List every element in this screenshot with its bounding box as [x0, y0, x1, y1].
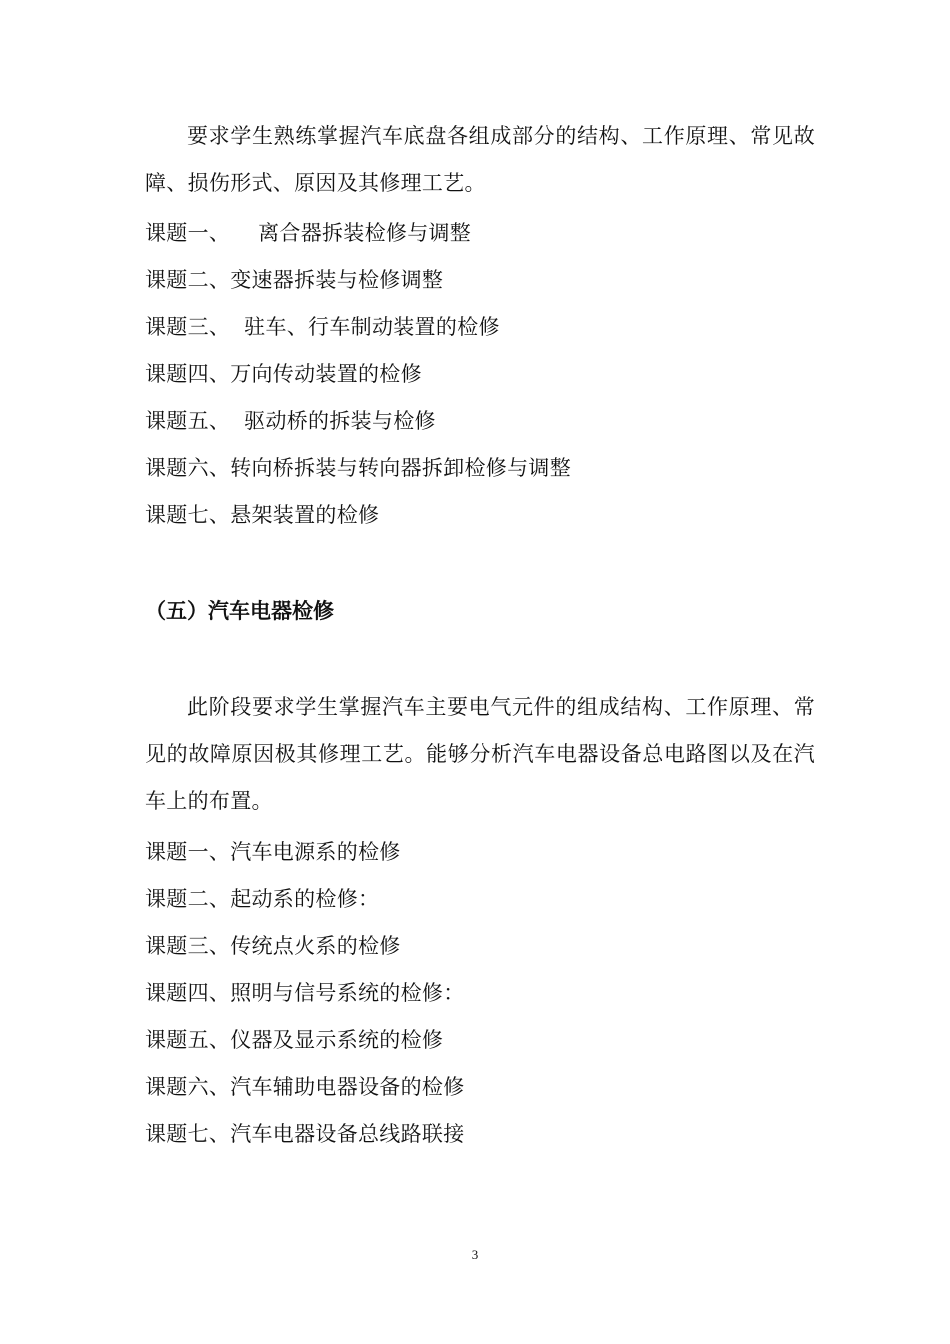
chassis-topic-7: 课题七、悬架装置的检修	[145, 503, 380, 527]
electrical-intro-paragraph: 此阶段要求学生掌握汽车主要电气元件的组成结构、工作原理、常见的故障原因极其修理工艺。能够分析汽车电器设备总电路图以及在汽车上的布置。	[145, 695, 815, 813]
chassis-intro-paragraph: 要求学生熟练掌握汽车底盘各组成部分的结构、工作原理、常见故障、损伤形式、原因及其修理工艺。	[145, 124, 815, 195]
chassis-topic-2: 课题二、变速器拆装与检修调整	[145, 268, 444, 292]
electrical-topic-6: 课题六、汽车辅助电器设备的检修	[145, 1075, 465, 1099]
chassis-topic-3: 课题三、 驻车、行车制动装置的检修	[145, 315, 500, 339]
electrical-topic-1: 课题一、汽车电源系的检修	[145, 840, 401, 864]
chassis-topic-5: 课题五、 驱动桥的拆装与检修	[145, 409, 436, 433]
electrical-topic-4: 课题四、照明与信号系统的检修：	[145, 981, 465, 1005]
electrical-topic-list	[145, 829, 465, 1158]
electrical-topic-5: 课题五、仪器及显示系统的检修	[145, 1028, 444, 1052]
electrical-section-heading: （五）汽车电器检修	[145, 599, 334, 623]
electrical-topic-3: 课题三、传统点火系的检修	[145, 934, 401, 958]
electrical-topic-2: 课题二、起动系的检修：	[145, 887, 380, 911]
electrical-topic-7: 课题七、汽车电器设备总线路联接	[145, 1122, 465, 1146]
chassis-topic-list	[145, 210, 571, 539]
chassis-topic-6: 课题六、转向桥拆装与转向器拆卸检修与调整	[145, 456, 571, 480]
page-number: 3	[471, 1247, 479, 1262]
chassis-topic-4: 课题四、万向传动装置的检修	[145, 362, 422, 386]
chassis-topic-1: 课题一、 离合器拆装检修与调整	[145, 221, 472, 245]
